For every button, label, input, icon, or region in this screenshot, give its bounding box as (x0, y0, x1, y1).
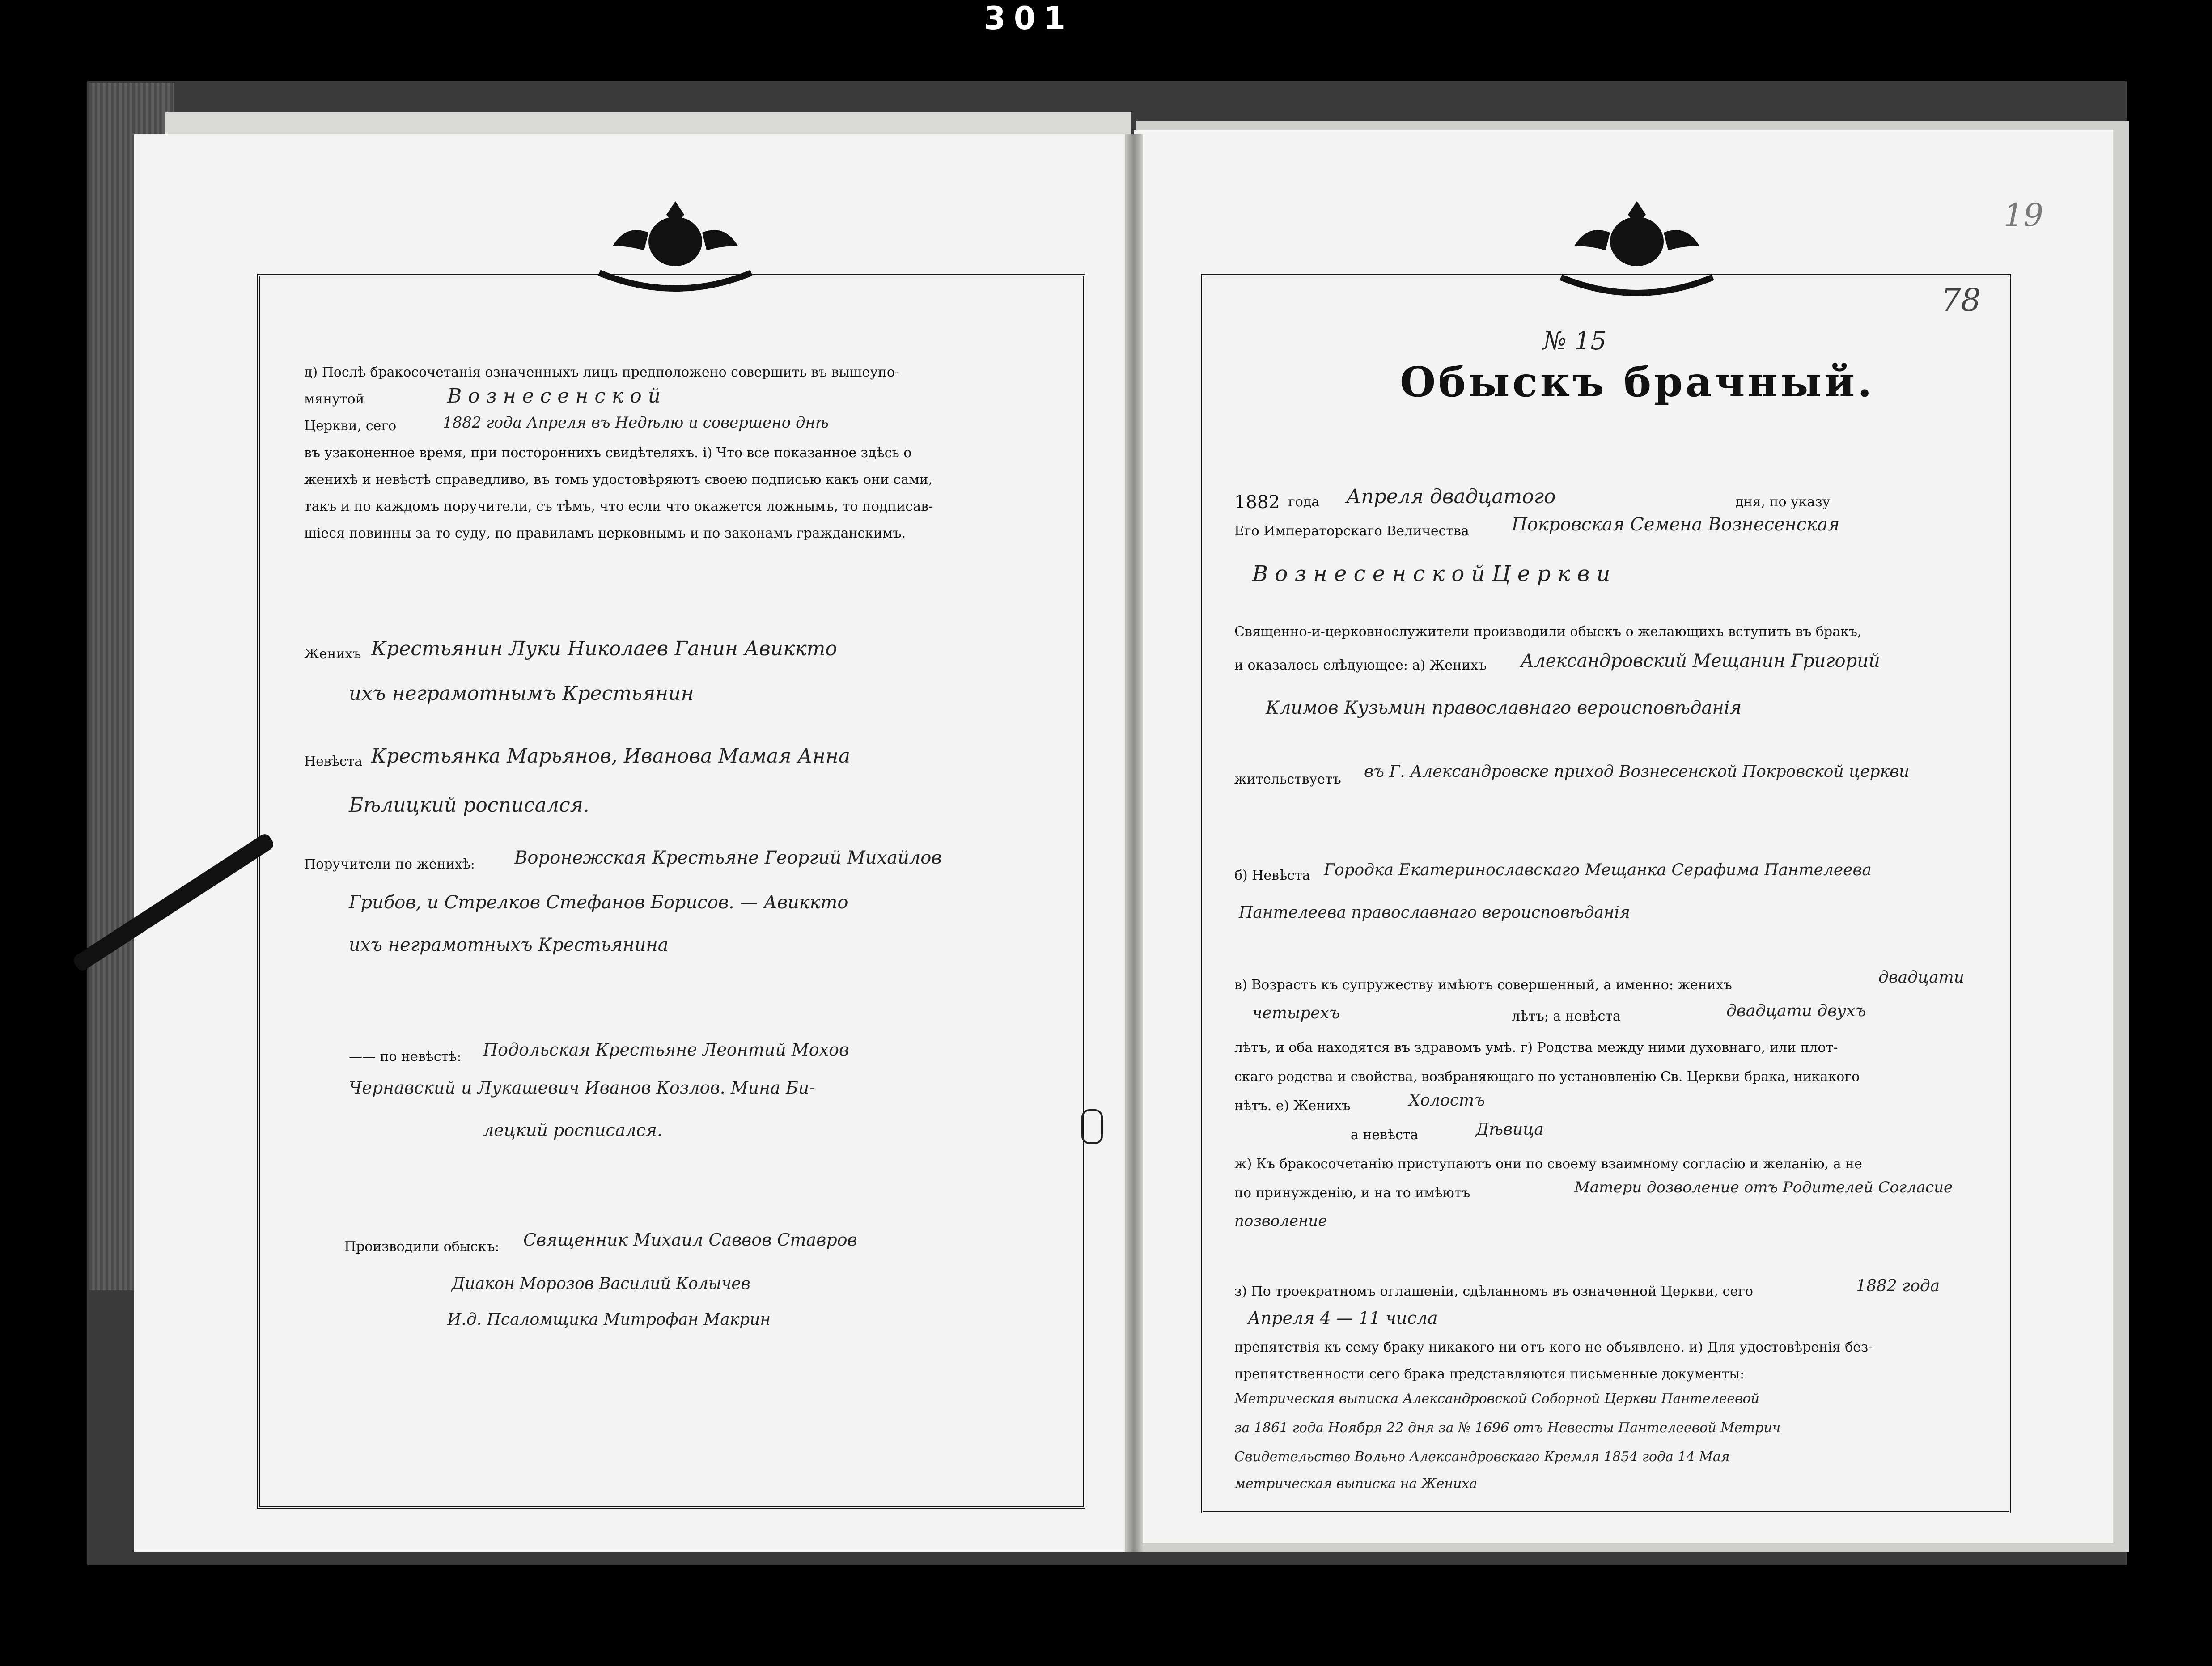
page-clip (1081, 1109, 1103, 1144)
record-year-label: года (1288, 494, 1320, 510)
investigators-handwritten-2: Диакон Морозов Василий Колычев (452, 1275, 750, 1293)
bride-status-handwritten: Дѣвица (1476, 1120, 1544, 1139)
clause-d-line-2: мянутой (304, 391, 364, 407)
decree-line: Его Императорскаго Величества (1234, 523, 1469, 539)
groom-status-handwritten: Холостъ (1409, 1091, 1485, 1110)
groom-handwritten-1: Крестьянин Луки Николаев Ганин Авиккто (371, 637, 837, 660)
groom-sureties-handwritten-3: ихъ неграмотныхъ Крестьянина (349, 935, 669, 955)
record-month-handwritten: Апреля двадцатого (1346, 485, 1556, 508)
groom-handwritten-2: ихъ неграмотнымъ Крестьянин (349, 682, 694, 705)
consent-handwritten-2: позволение (1234, 1212, 1327, 1230)
page-title: Обыскъ брачный. (1400, 358, 1875, 406)
bride-sureties-handwritten-1: Подольская Крестьяне Леонтий Мохов (483, 1040, 849, 1060)
record-number-handwritten: № 15 (1543, 326, 1607, 356)
groom-label: и оказалось слѣдующее: а) Женихъ (1234, 657, 1487, 673)
clause-d-line-7: шіеся повинны за то суду, по правиламъ церковнымъ и по законамъ гражданскимъ. (304, 526, 906, 541)
residence-label: жительствуетъ (1234, 772, 1341, 787)
bride-sureties-label: —— по невѣстѣ: (349, 1049, 462, 1064)
clause-i-line-2: препятственности сего брака представляются письменные документы: (1234, 1366, 1745, 1382)
eagle-crest-icon (590, 192, 760, 300)
bride-label: б) Невѣста (1234, 868, 1310, 883)
clause-d-line-1: д) Послѣ бракосочетанія означенныхъ лицъ предположено совершить въ вышеупо- (304, 365, 900, 380)
clause-d-line-3: Церкви, сего (304, 418, 397, 434)
clause-g-line-2: скаго родства и свойства, возбраняющаго по установленію Св. Церкви брака, никакого (1234, 1069, 1860, 1085)
bride-age-label: лѣтъ; а невѣста (1512, 1009, 1621, 1024)
documents-handwritten-3: Свидетельство Вольно Александровскаго Кремля 1854 года 14 Мая (1234, 1449, 1730, 1465)
corner-number-handwritten: 19 (2004, 197, 2044, 233)
groom-handwritten-2: Климов Кузьмин православнаго вероисповѣданія (1266, 698, 1742, 718)
documents-handwritten-1: Метрическая выписка Александровской Соборной Церкви Пантелеевой (1234, 1391, 1759, 1407)
church-name-handwritten: В о з н е с е н с к о й (447, 385, 661, 407)
bride-label: Невѣста (304, 754, 363, 769)
clause-d-line-6: такъ и по каждомъ поручители, съ тѣмъ, что если что окажется ложнымъ, то подписав- (304, 499, 933, 514)
groom-age-handwritten-2: четырехъ (1252, 1004, 1340, 1022)
bride-handwritten-1: Крестьянка Марьянов, Иванова Мамая Анна (371, 745, 850, 767)
investigators-label: Производили обыскъ: (344, 1239, 500, 1255)
banns-year-handwritten: 1882 года (1856, 1277, 1940, 1295)
consistory-handwritten: Покровская Семена Вознесенская (1512, 514, 1840, 535)
frame-number: 301 (984, 0, 1074, 37)
age-label: в) Возрастъ къ супружеству имѣютъ совершенный, а именно: женихъ (1234, 977, 1732, 993)
investigators-handwritten-1: Священник Михаил Саввов Ставров (523, 1230, 857, 1250)
page-number-handwritten: 78 (1941, 282, 1981, 318)
groom-handwritten-1: Александровский Мещанин Григорий (1521, 651, 1880, 671)
documents-handwritten-4: метрическая выписка на Жениха (1234, 1476, 1478, 1492)
bride-sureties-handwritten-3: лецкий росписался. (483, 1120, 663, 1140)
groom-label: Женихъ (304, 646, 361, 662)
bride-handwritten-1: Городка Екатеринославскаго Мещанка Серафима Пантелеева (1324, 861, 1872, 879)
record-day-label: дня, по указу (1735, 494, 1831, 510)
banns-dates-handwritten: Апреля 4 — 11 числа (1248, 1308, 1438, 1328)
clergy-line: Священно-и-церковнослужители производили обыскъ о желающихъ вступить въ бракъ, (1234, 624, 1862, 640)
clause-g-line-1: лѣтъ, и оба находятся въ здравомъ умѣ. г) Родства между ними духовнаго, или плот- (1234, 1040, 1838, 1056)
bride-age-handwritten: двадцати двухъ (1726, 1002, 1866, 1020)
groom-sureties-handwritten-1: Воронежская Крестьяне Георгий Михайлов (514, 848, 942, 868)
clause-d-line-5: женихѣ и невѣстѣ справедливо, въ томъ удостовѣряютъ своею подписью какъ они сами, (304, 472, 933, 488)
bride-handwritten-2: Пантелеева православнаго вероисповѣданія (1239, 903, 1630, 922)
bride-handwritten-2: Бѣлицкий росписался. (349, 794, 589, 817)
date-handwritten: 1882 года Апреля въ Недѣлю и совершено днѣ (443, 414, 829, 432)
eagle-crest-icon (1552, 192, 1722, 304)
clause-z-line-1: з) По троекратномъ оглашеніи, сдѣланномъ въ означенной Церкви, сего (1234, 1284, 1753, 1299)
clause-e-label: нѣтъ. е) Женихъ (1234, 1098, 1351, 1114)
clause-zh-line-2: по принужденію, и на то имѣютъ (1234, 1185, 1470, 1201)
clause-zh-line-1: ж) Къ бракосочетанію приступаютъ они по своему взаимному согласію и желанію, а не (1234, 1156, 1862, 1172)
residence-handwritten: въ Г. Александровске приход Вознесенской Покровской церкви (1364, 763, 1910, 781)
record-year: 1882 (1234, 492, 1280, 513)
bride-status-label: а невѣста (1351, 1127, 1419, 1143)
church-handwritten: В о з н е с е н с к о й Ц е р к в и (1252, 561, 1610, 586)
groom-sureties-handwritten-2: Грибов, и Стрелков Стефанов Борисов. — Авиккто (349, 892, 848, 913)
consent-handwritten: Матери дозволение отъ Родителей Согласие (1574, 1178, 1953, 1196)
clause-i-line-1: препятствія къ сему браку никакого ни отъ кого не объявлено. и) Для удостовѣренія без- (1234, 1340, 1873, 1355)
documents-handwritten-2: за 1861 года Ноября 22 дня за № 1696 отъ Невесты Пантелеевой Метрич (1234, 1420, 1781, 1436)
bride-sureties-handwritten-2: Чернавский и Лукашевич Иванов Козлов. Мина Би- (349, 1078, 815, 1098)
groom-sureties-label: Поручители по женихѣ: (304, 856, 475, 872)
investigators-handwritten-3: И.д. Псаломщика Митрофан Макрин (447, 1310, 771, 1329)
book-spine (1125, 134, 1143, 1552)
clause-d-line-4: въ узаконенное время, при постороннихъ свидѣтеляхъ. і) Что все показанное здѣсь о (304, 445, 912, 461)
groom-age-handwritten-1: двадцати (1878, 968, 1964, 987)
